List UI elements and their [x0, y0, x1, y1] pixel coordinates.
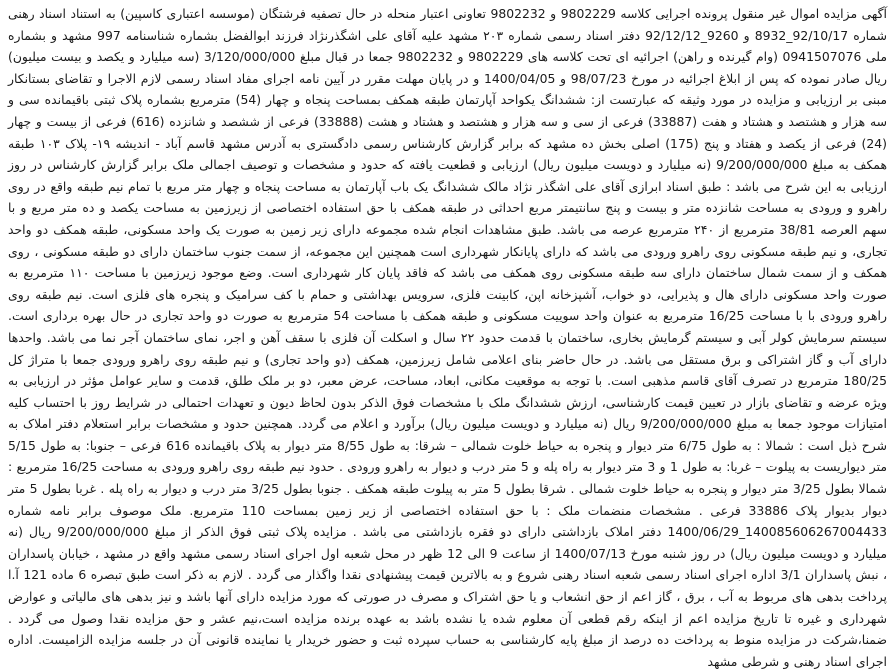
auction-notice-text: آگهی مزایده اموال غیر منقول پرونده اجرایی کلاسه 9802229 و 9802232 تعاونی اعتبار منحله در حال تصفیه فرشتگان (موسسه اعتباری کاسپین) به استناد اسناد رهنی شماره 92/10/17_8932 و 9260_92/12/12 دفتر اسناد رسمی شماره ۲۰۳ مشهد علیه آقای علی اشگذرنژاد فرزند ابوالفضل بشماره شناسنامه 997 مشهد و بشماره ملی 0941507076 (وام گیرنده و راهن) اجرائیه ای تحت کلاسه های 9802229 و 9802232 جمعا در قبال مبلغ 3/120/000/000 (سه میلیارد و یکصد و بیست میلیون) ریال صادر نموده که پس از ابلاغ اجرائیه در مورخ 98/07/23 و 1400/04/05 و در پایان مهلت مقرر در آیین نامه اجرای مفاد اسناد رسمی لازم الاجرا و تقاضای بستانکار مبنی بر ارزیابی و مزایده در مورد وثیقه که عبارتست از: ششدانگ یکواحد آپارتمان طبقه همکف بمساحت پنجاه و چهار (54) مترمربع بشماره پلاک ثبتی باقیمانده سی و سه هزار و هشتصد و هشتاد و هفت (33887) فرعی از سی و سه هزار و هشتصد و هشتاد و هشت (33888) فرعی از ششصد و شانزده (616) فرعی از بیست و چهار (24) فرعی از یکصد و هفتاد و پنج (175) اصلی بخش ده مشهد که برابر گزارش کارشناس رسمی دادگستری به آدرس مشهد قاسم آباد - اندیشه ۱۹- پلاک ۱۰۳ طبقه همکف به مبلغ 9/200/000/000 (نه میلیارد و دویست میلیون ریال) ارزیابی و قطعیت یافته که حدود و مشخصات و توصیف اجمالی ملک برابر گزارش کارشناس در روز ارزیابی به این شرح می باشد : طبق اسناد ابرازی آقای علی اشگذر نژاد مالک ششدانگ یک باب آپارتمان به مساحت پنجاه و چهار متر مربع با تمام نیم طبقه واقع در روی راهرو و ورودی به مساحت شانزده متر و بیست و پنج سانتیمتر مربع احداثی در طبقه همکف با حق استفاده اختصاصی از زیرزمین به مساحت یکصد و ده متر مربع و با سهم العرصه 38/81 مترمربع از ۲۴۰ مترمربع عرصه می باشد. طبق مشاهدات انجام شده مجموعه دارای زیر زمین به صورت یک واحد مسکونی، طبقه همکف دو واحد تجاری، و نیم طبقه مسکونی روی راهرو ورودی می باشد که دارای پایانکار شهرداری است همچنین این مجموعه، از سمت جنوب ساختمان دارای دو طبقه مسکونی ، روی همکف و از سمت شمال ساختمان دارای سه طبقه مسکونی روی همکف می باشد که فاقد پایان کار شهرداری است. وضع موجود زیرزمین با مساحت ۱۱۰ مترمربع به صورت واحد مسکونی دارای هال و پذیرایی، دو خواب، آشپزخانه اپن، کابینت فلزی، سرویس بهداشتی و حمام با کف سرامیک و پنجره های فلزی است. نیم طبقه روی راهرو ورودی با با مساحت 16/25 مترمربع به عنوان واحد سوییت مسکونی و طبقه همکف با مساحت 54 مترمربع به صورت دو واحد تجاری در حال بهره برداری است. سیستم سرمایش کولر آبی و سیستم گرمایش بخاری، ساختمان با قدمت حدود ۲۲ سال و اسکلت آن فلزی با سقف آهن و اجر، نمای ساختمان آجر نما می باشد. واحدها دارای آب و گاز اشتراکی و برق مستقل می باشد. در حال حاضر بنای اعلامی شامل زیرزمین، همکف (دو واحد تجاری) و نیم طبقه روی راهرو ورودی جمعا با متراژ کل 180/25 مترمربع در تصرف آقای قاسم مذهبی است. با توجه به موقعیت مکانی، ابعاد، مساحت، عرض معبر، دو بر ملک طلق، قدمت و سایر عوامل مؤثر در ارزیابی به ویژه عرضه و تقاضای بازار در تعیین قیمت کارشناسی، ارزش ششدانگ ملک با مشخصات فوق الذکر بدون لحاظ دیون و تعهدات احتمالی در شرایط روز با احتساب کلیه امتیازات موجود جمعا به مبلغ 9/200/000/000 ریال (نه میلیارد و دویست میلیون ریال) برآورد و اعلام می گردد. همچنین حدود و مشخصات برابر استعلام دفتر املاک به شرح ذیل است : شمالا : به طول 6/75 متر دیوار و پنجره به حیاط خلوت شمالی – شرقا: به طول 8/55 متر دیوار به پلاک باقیمانده 616 فرعی – جنوبا: به طول 5/15 متر دیواریست به پیلوت – غربا: به طول 1 و 3 متر دیوار به راه پله و 5 متر درب و دیوار به راهرو ورودی . حدود نیم طبقه روی راهرو ورودی به مساحت 16/25 مترمربع : شمالا بطول 3/25 متر دیوار و پنجره به حیاط خلوت شمالی . شرقا بطول 5 متر به پیلوت طبقه همکف . جنوبا بطول 3/25 متر درب و دیوار به راه پله . غربا بطول 5 متر دیوار بدیوار پلاک 33886 فرعی . مشخصات منضمات ملک : با حق استفاده اختصاصی از زیر زمین بمساحت 110 مترمربع. ملک موصوف برابر نامه شماره 140085606267004433_1400/06/29 دفتر املاک بازداشتی دارای دو فقره بازداشتی می باشد . مزایده پلاک ثبتی فوق الذکر از مبلغ 9/200/000/000 ریال (نه میلیارد و دویست میلیون ریال) در روز شنبه مورخ 1400/07/13 از ساعت 9 الی 12 ظهر در محل شعبه اول اجرای اسناد رسمی مشهد واقع در مشهد ، خیابان پاسداران ، نبش پاسداران 3/1 اداره اجرای اسناد رسمی شعبه اسناد رهنی شروع و به بالاترین قیمت پیشنهادی نقدا واگذار می گردد . لازم به ذکر است طبق تبصره 6 ماده 121 آ.ا پرداخت بدهی های مربوط به آب ، برق ، گاز اعم از حق انشعاب و یا حق اشتراک و مصرف در صورتی که مورد مزایده دارای آنها باشد و نیز بدهی های مالیاتی و عوارض شهرداری و غیره تا تاریخ مزایده اعم از اینکه رقم قطعی آن معلوم شده یا نشده باشد به عهده برنده مزایده است،نیم عشر و حق مزایده نقدا وصول می گردد . ضمنا،شرکت در مزایده منوط به پرداخت ده درصد از مبلغ پایه کارشناسی به حساب سپرده ثبت و حضور خریدار یا نماینده قانونی آن در جلسه مزایده الزامیست. اداره اجرای اسناد رهنی و شرطی مشهد — [8, 6, 888, 669]
